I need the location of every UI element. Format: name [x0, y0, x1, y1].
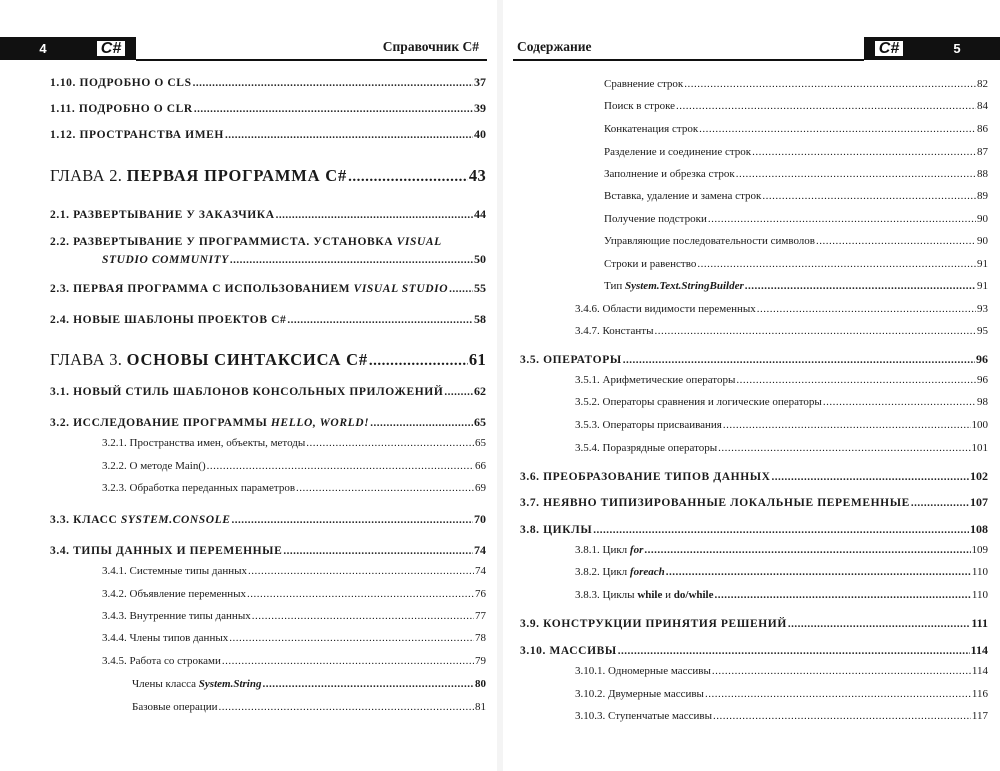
header-rule — [136, 59, 487, 61]
toc-entry[interactable]: 1.12. ПРОСТРАНСТВА ИМЕН ..... 40 — [50, 127, 486, 142]
toc-entry[interactable]: 3.9. КОНСТРУКЦИИ ПРИНЯТИЯ РЕШЕНИЙ ..... 111 — [520, 616, 988, 631]
toc-entry[interactable]: 3.1. НОВЫЙ СТИЛЬ ШАБЛОНОВ КОНСОЛЬНЫХ ПРИЛОЖЕНИЙ ..... 62 — [50, 384, 486, 399]
toc-subentry[interactable]: Базовые операции ..... 81 — [132, 701, 486, 713]
page-header — [0, 37, 487, 60]
toc-subentry[interactable]: 3.10.3. Ступенчатые массивы ..... 117 — [575, 710, 988, 722]
toc-entry[interactable]: 2.4. НОВЫЕ ШАБЛОНЫ ПРОЕКТОВ C# ..... 58 — [50, 312, 486, 327]
toc-entry[interactable]: 2.3. ПЕРВАЯ ПРОГРАММА С ИСПОЛЬЗОВАНИЕМ VISUAL STUDIO ..... 55 — [50, 281, 486, 296]
toc-entry[interactable]: 3.7. НЕЯВНО ТИПИЗИРОВАННЫЕ ЛОКАЛЬНЫЕ ПЕРЕМЕННЫЕ ..... 107 — [520, 495, 988, 510]
toc-entry-line1[interactable]: 2.2. РАЗВЕРТЫВАНИЕ У ПРОГРАММИСТА. УСТАНОВКА VISUAL — [50, 236, 442, 248]
toc-entry[interactable]: 1.10. ПОДРОБНО О CLS ..... 37 — [50, 75, 486, 90]
toc-subentry[interactable]: Члены класса System.String ..... 80 — [132, 678, 486, 690]
left-page — [0, 0, 497, 771]
toc-entry[interactable]: 2.1. РАЗВЕРТЫВАНИЕ У ЗАКАЗЧИКА ..... 44 — [50, 207, 486, 222]
right-page — [503, 0, 1000, 771]
toc-subentry[interactable]: 3.2.1. Пространства имен, объекты, методы ..... 65 — [102, 437, 486, 449]
toc-entry[interactable]: 3.4. ТИПЫ ДАННЫХ И ПЕРЕМЕННЫЕ ..... 74 — [50, 543, 486, 558]
toc-entry[interactable]: 3.3. КЛАСС SYSTEM.CONSOLE ..... 70 — [50, 512, 486, 527]
toc-subentry[interactable]: 3.8.3. Циклы while и do/while ..... 110 — [575, 589, 988, 601]
toc-subentry[interactable]: 3.2.2. О методе Main() ..... 66 — [102, 460, 486, 472]
toc-subentry[interactable]: 3.10.2. Двумерные массивы ..... 116 — [575, 688, 988, 700]
header-rule — [513, 59, 864, 61]
toc-entry[interactable]: 3.8. ЦИКЛЫ ..... 108 — [520, 522, 988, 537]
toc-entry[interactable]: 3.10. МАССИВЫ ..... 114 — [520, 643, 988, 658]
toc-subentry[interactable]: 3.4.4. Члены типов данных ..... 78 — [102, 632, 486, 644]
toc-subentry[interactable]: Разделение и соединение строк ..... 87 — [604, 146, 988, 158]
page-number: 4 — [0, 37, 86, 60]
toc-subentry[interactable]: Сравнение строк ..... 82 — [604, 78, 988, 90]
running-title: Содержание — [517, 39, 592, 54]
toc-subentry[interactable]: 3.5.2. Операторы сравнения и логические операторы ..... 98 — [575, 396, 988, 408]
toc-subentry[interactable]: Вставка, удаление и замена строк ..... 89 — [604, 190, 988, 202]
toc-chapter[interactable]: ГЛАВА 2. ПЕРВАЯ ПРОГРАММА C# ..... 43 — [50, 166, 486, 186]
toc-subentry[interactable]: 3.4.7. Константы ..... 95 — [575, 325, 988, 337]
toc-entry[interactable]: 3.6. ПРЕОБРАЗОВАНИЕ ТИПОВ ДАННЫХ ..... 102 — [520, 469, 988, 484]
toc-entry-line2[interactable]: STUDIO COMMUNITY ..... 50 — [102, 252, 486, 267]
toc-entry[interactable]: 3.5. ОПЕРАТОРЫ ..... 96 — [520, 352, 988, 367]
toc-subentry[interactable]: 3.4.5. Работа со строками ..... 79 — [102, 655, 486, 667]
toc-subentry[interactable]: 3.4.2. Объявление переменных ..... 76 — [102, 588, 486, 600]
toc-chapter[interactable]: ГЛАВА 3. ОСНОВЫ СИНТАКСИСА C# ..... 61 — [50, 350, 486, 370]
toc-subentry[interactable]: 3.5.3. Операторы присваивания ..... 100 — [575, 419, 988, 431]
toc-subentry[interactable]: Управляющие последовательности символов ..... 90 — [604, 235, 988, 247]
toc-subentry[interactable]: Получение подстроки ..... 90 — [604, 213, 988, 225]
toc-entry[interactable]: 3.2. ИССЛЕДОВАНИЕ ПРОГРАММЫ HELLO, WORLD! ..... 65 — [50, 415, 486, 430]
toc-subentry[interactable]: Строки и равенство ..... 91 — [604, 258, 988, 270]
toc-subentry[interactable]: 3.4.3. Внутренние типы данных ..... 77 — [102, 610, 486, 622]
toc-subentry[interactable]: Заполнение и обрезка строк ..... 88 — [604, 168, 988, 180]
toc-subentry[interactable]: Тип System.Text.StringBuilder ..... 91 — [604, 280, 988, 292]
toc-subentry[interactable]: 3.8.1. Цикл for ..... 109 — [575, 544, 988, 556]
toc-subentry[interactable]: 3.8.2. Цикл foreach ..... 110 — [575, 566, 988, 578]
csharp-logo: C# — [86, 37, 136, 60]
csharp-logo: C# — [864, 37, 914, 60]
page-number: 5 — [914, 37, 1000, 60]
toc-subentry[interactable]: Поиск в строке ..... 84 — [604, 100, 988, 112]
toc-subentry[interactable]: 3.10.1. Одномерные массивы ..... 114 — [575, 665, 988, 677]
toc-entry[interactable]: 1.11. ПОДРОБНО О CLR ..... 39 — [50, 101, 486, 116]
running-title: Справочник C# — [382, 39, 479, 54]
page-header — [513, 37, 1000, 60]
toc-subentry[interactable]: 3.4.1. Системные типы данных ..... 74 — [102, 565, 486, 577]
toc-subentry[interactable]: Конкатенация строк ..... 86 — [604, 123, 988, 135]
toc-subentry[interactable]: 3.5.1. Арифметические операторы ..... 96 — [575, 374, 988, 386]
toc-subentry[interactable]: 3.2.3. Обработка переданных параметров ..... 69 — [102, 482, 486, 494]
toc-subentry[interactable]: 3.4.6. Области видимости переменных ..... 93 — [575, 303, 988, 315]
toc-subentry[interactable]: 3.5.4. Поразрядные операторы ..... 101 — [575, 442, 988, 454]
